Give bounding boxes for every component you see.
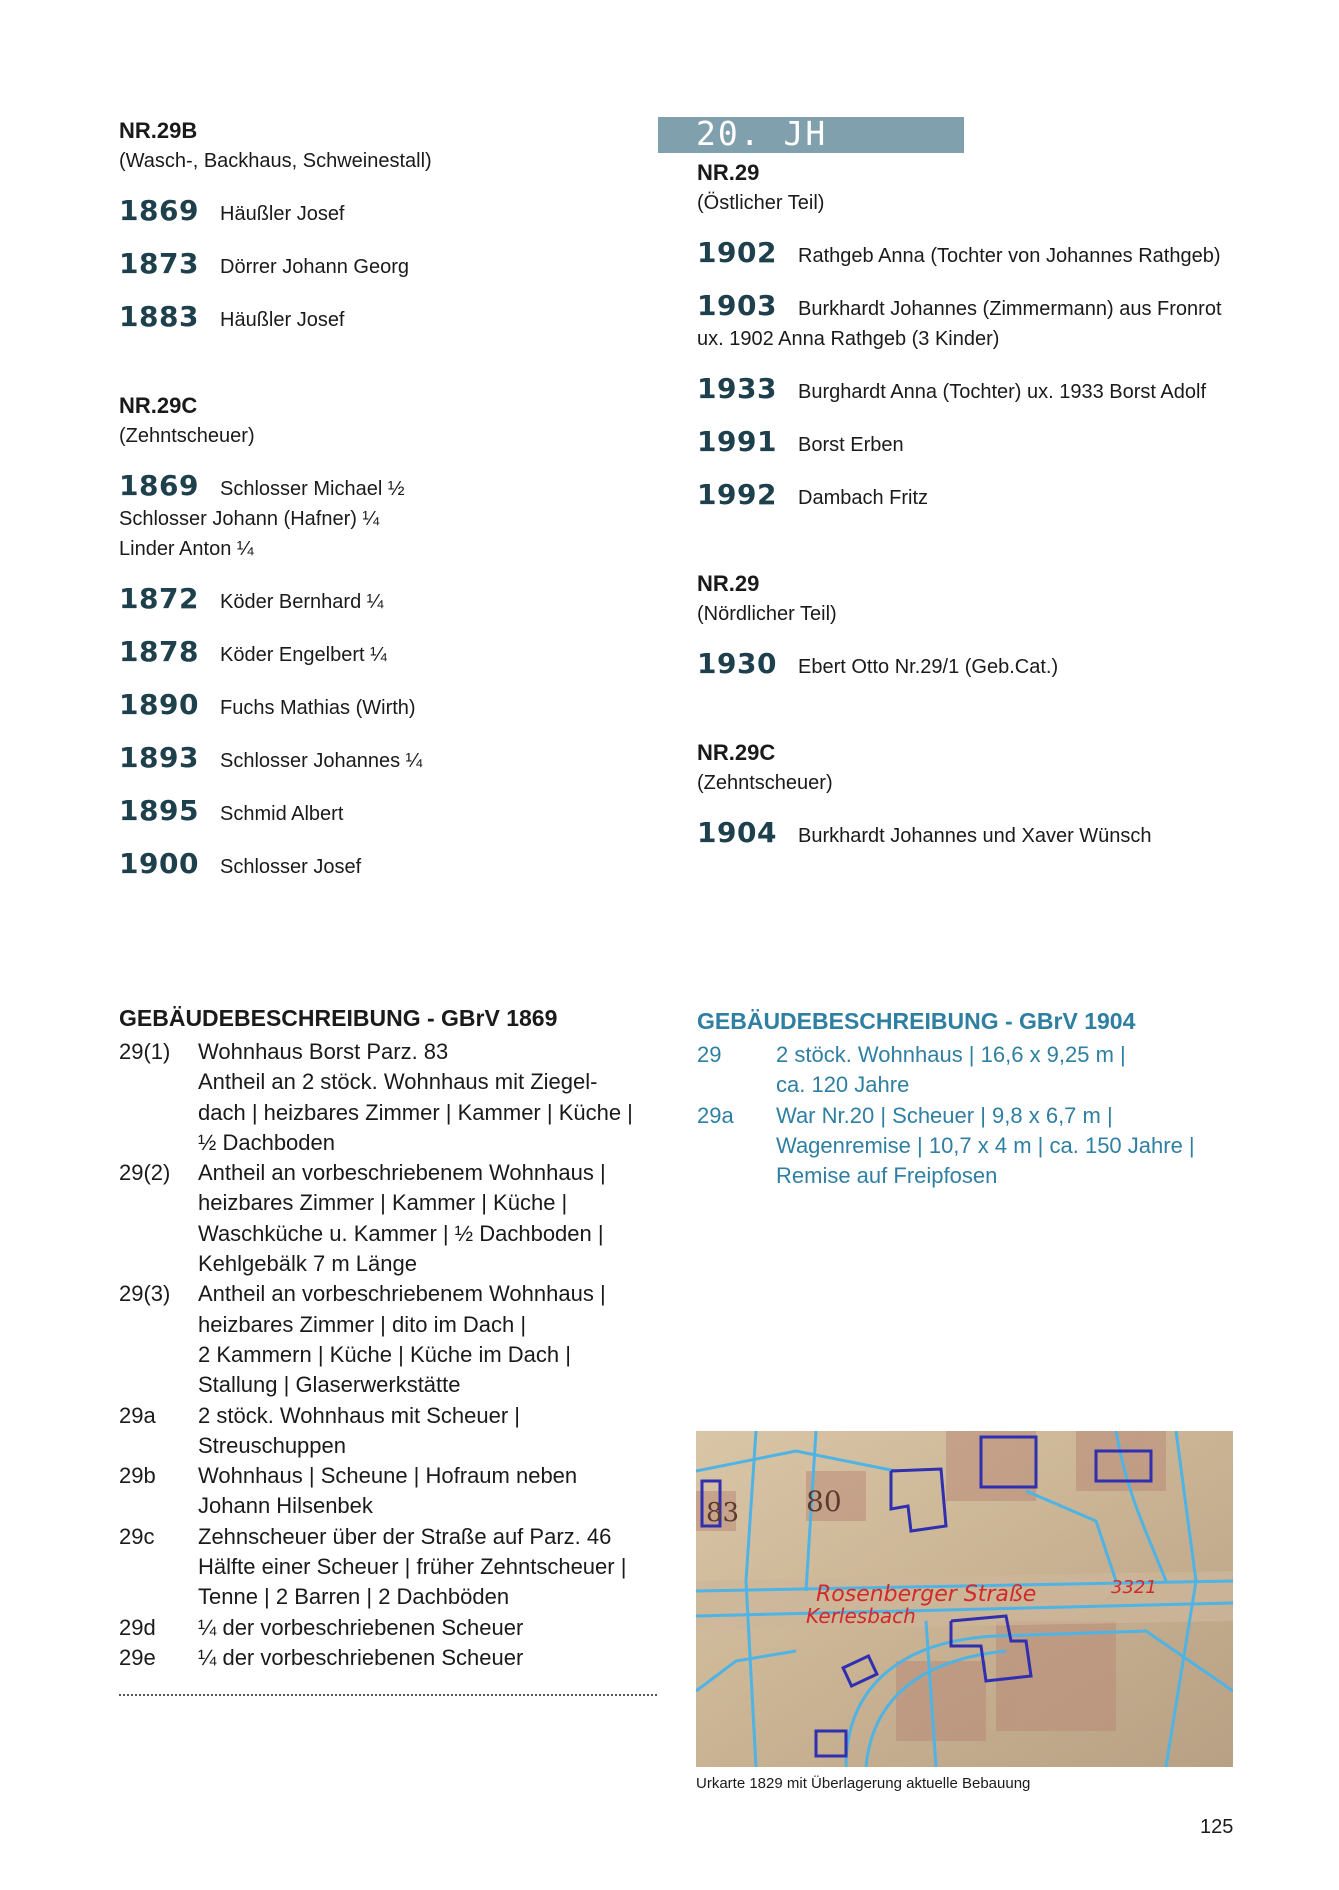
- map-parcel-number: 83: [706, 1498, 740, 1528]
- owner-entry: 1890 Fuchs Mathias (Wirth): [119, 688, 416, 721]
- description-row: 29c Zehnscheuer über der Straße auf Parz. 46 Hälfte einer Scheuer | früher Zehntscheuer | Tenne | 2 Barren | 2 Dachböden: [119, 1523, 627, 1610]
- description-row: 29e ¼ der vorbeschriebenen Scheuer: [119, 1644, 524, 1670]
- owner-entry: 1933 Burghardt Anna (Tochter) ux. 1933 Borst Adolf: [697, 372, 1207, 405]
- building-description-1869: [119, 1003, 664, 1673]
- section-subtitle-nr29b: (Wasch-, Backhaus, Schweinestall): [119, 150, 432, 172]
- section-subtitle-nr29c: (Zehntscheuer): [119, 425, 255, 447]
- section-subtitle-nr29c-right: (Zehntscheuer): [697, 772, 833, 794]
- owner-entry: 1895 Schmid Albert: [119, 794, 344, 827]
- description-row: 29a 2 stöck. Wohnhaus mit Scheuer | Streuschuppen: [119, 1402, 521, 1458]
- description-row: 29d ¼ der vorbeschriebenen Scheuer: [119, 1614, 524, 1640]
- description-row: 29b Wohnhaus | Scheune | Hofraum neben Johann Hilsenbek: [119, 1463, 578, 1519]
- owner-entry-continued: Linder Anton ¼: [119, 538, 254, 560]
- map-caption: Urkarte 1829 mit Überlagerung aktuelle Bebauung: [696, 1775, 1031, 1792]
- owner-entry: 1904 Burkhardt Johannes und Xaver Wünsch: [697, 816, 1152, 849]
- description-row: 29(2) Antheil an vorbeschriebenem Wohnhaus | heizbares Zimmer | Kammer | Küche | Waschküche u. Kammer | ½ Dachboden | Kehlgebälk 7 m Länge: [119, 1160, 606, 1277]
- owner-entry: 1900 Schlosser Josef: [119, 847, 362, 880]
- section-subtitle-nr29-ost: (Östlicher Teil): [697, 192, 825, 214]
- section-title-nr29-ost: NR.29: [697, 160, 760, 185]
- map-creek-label: Kerlesbach: [806, 1604, 916, 1628]
- building-description-1904: [697, 1006, 1257, 1191]
- section-subtitle-nr29-nord: (Nördlicher Teil): [697, 603, 837, 625]
- owner-entry: 1903 Burkhardt Johannes (Zimmermann) aus Fronrot: [697, 289, 1222, 322]
- section-title-nr29-nord: NR.29: [697, 571, 760, 596]
- owner-entry: 1902 Rathgeb Anna (Tochter von Johannes Rathgeb): [697, 236, 1221, 269]
- map-parcel-number: 3321: [1111, 1577, 1157, 1598]
- owner-entry: 1992 Dambach Fritz: [697, 478, 929, 511]
- description-row: 29a War Nr.20 | Scheuer | 9,8 x 6,7 m | Wagenremise | 10,7 x 4 m | ca. 150 Jahre | Remise auf Freipfosen: [697, 1102, 1195, 1189]
- map-parcel-number: 80: [806, 1485, 842, 1518]
- description-row: 29(3) Antheil an vorbeschriebenem Wohnhaus | heizbares Zimmer | dito im Dach | 2 Kammern | Küche | Küche im Dach | Stallung | Glaserwerkstätte: [119, 1281, 606, 1398]
- owner-entry: 1883 Häußler Josef: [119, 300, 345, 333]
- century-banner-label: 20. JH: [696, 114, 828, 153]
- owner-entry: 1872 Köder Bernhard ¼: [119, 582, 384, 615]
- owner-entry: 1893 Schlosser Johannes ¼: [119, 741, 423, 774]
- owner-entry: 1930 Ebert Otto Nr.29/1 (Geb.Cat.): [697, 647, 1059, 680]
- section-title-nr29b: NR.29B: [119, 118, 198, 143]
- description-row: 29 2 stöck. Wohnhaus | 16,6 x 9,25 m | ca. 120 Jahre: [697, 1042, 1126, 1098]
- map-street-label: Rosenberger Straße: [816, 1582, 1037, 1607]
- dotted-divider: [119, 1694, 657, 1696]
- section-title-nr29c-right: NR.29C: [697, 740, 776, 765]
- historic-cadastral-map: [696, 1431, 1233, 1767]
- building-description-title: GEBÄUDEBESCHREIBUNG - GBrV 1869: [119, 1005, 558, 1031]
- owner-entry: 1873 Dörrer Johann Georg: [119, 247, 409, 280]
- owner-entry-continued: ux. 1902 Anna Rathgeb (3 Kinder): [697, 328, 1000, 350]
- owner-entry-continued: Schlosser Johann (Hafner) ¼: [119, 508, 380, 530]
- owner-entry: 1869 Häußler Josef: [119, 194, 345, 227]
- owner-entry: 1869 Schlosser Michael ½: [119, 469, 405, 502]
- map-image: [696, 1431, 1233, 1767]
- section-title-nr29c: NR.29C: [119, 393, 198, 418]
- owner-entry: 1991 Borst Erben: [697, 425, 904, 458]
- description-row: 29(1) Wohnhaus Borst Parz. 83 Antheil an 2 stöck. Wohnhaus mit Ziegel- dach | heizbares Zimmer | Kammer | Küche | ½ Dachboden: [119, 1039, 633, 1155]
- owner-entry: 1878 Köder Engelbert ¼: [119, 635, 387, 668]
- right-column: [697, 158, 1257, 851]
- building-description-title: GEBÄUDEBESCHREIBUNG - GBrV 1904: [697, 1008, 1136, 1034]
- page-number: 125: [1200, 1816, 1234, 1838]
- century-banner: [658, 114, 964, 153]
- left-column: [119, 116, 659, 882]
